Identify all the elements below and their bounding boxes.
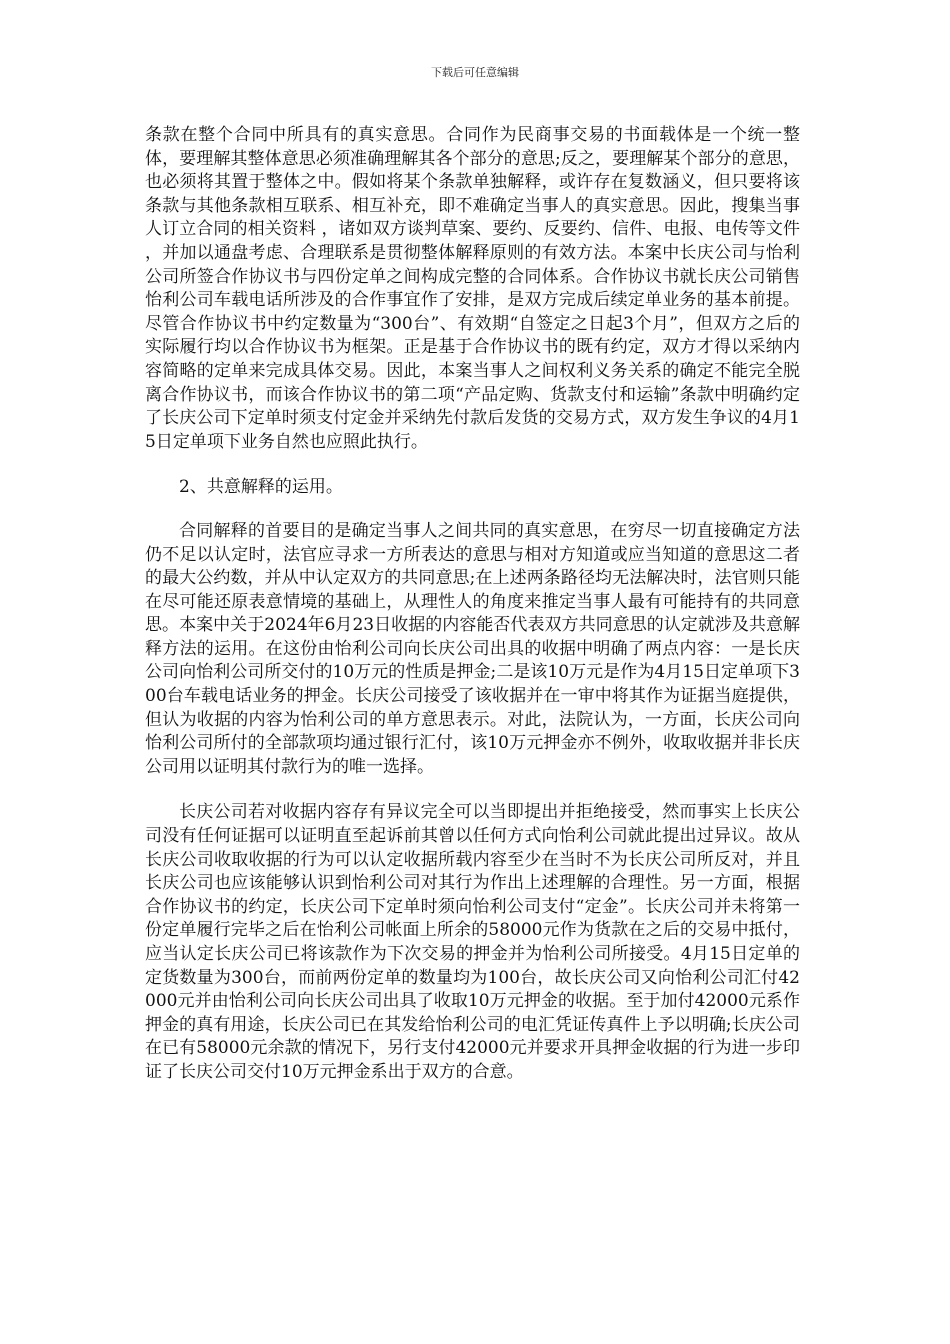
section-heading: 2、共意解释的运用。 [179, 477, 343, 498]
paragraph-receipt-analysis: 长庆公司若对收据内容存有异议完全可以当即提出并拒绝接受，然而事实上长庆公司没有任何证据可以证明直至起诉前其曾以任何方式向怡利公司就此提出过异议。故从长庆公司收取收据的行为可以认定收据所载内容至少在当时不为长庆公司所反对，并且长庆公司也应该能够认识到怡利公司对其行为作出上述理解的合理性。另一方面，根据合作协议书的约定，长庆公司下定单时须向怡利公司支付“定金”。长庆公司并未将第一份定单履行完毕之后在怡利公司帐面上所余的58000元作为货款在之后的交易中抵付，应当认定长庆公司已将该款作为下次交易的押金并为怡利公司所接受。4月15日定单的定货数量为300台，而前两份定单的数量均为100台，故长庆公司又向怡利公司汇付42000元并由怡利公司向长庆公司出具了收取10万元押金的收据。至于加付42000元系作押金的真有用途，长庆公司已在其发给怡利公司的电汇凭证传真件上予以明确;长庆公司在已有58000元余款的情况下，另行支付42000元并要求开具押金收据的行为进一步印证了长庆公司交付10万元押金系出于双方的合意。 [145, 802, 800, 1082]
page-header-note: 下载后可任意编辑 [431, 66, 519, 79]
document-body [145, 124, 800, 1085]
paragraph-continuation: 条款在整个合同中所具有的真实意思。合同作为民商事交易的书面载体是一个统一整体，要理解其整体意思必须准确理解其各个部分的意思;反之，要理解某个部分的意思，也必须将其置于整体之中。假如将某个条款单独解释，或许存在复数涵义，但只要将该条款与其他条款相互联系、相互补充，即不难确定当事人的真实意思。因此，搜集当事人订立合同的相关资料 ，诸如双方谈判草案、要约、反要约、信件、电报、电传等文件 ，并加以通盘考虑、合理联系是贯彻整体解释原则的有效方法。本案中长庆公司与怡利公司所签合作协议书与四份定单之间构成完整的合同体系。合作协议书就长庆公司销售怡利公司车载电话所涉及的合作事宜作了安排，是双方完成后续定单业务的基本前提。尽管合作协议书中约定数量为“300台”、有效期“自签定之日起3个月”，但双方之后的实际履行均以合作协议书为框架。正是基于合作协议书的既有约定，双方才得以采纳内容简略的定单来完成具体交易。因此，本案当事人之间权利义务关系的确定不能完全脱离合作协议书，而该合作协议书的第二项“产品定购、货款支付和运输”条款中明确约定了长庆公司下定单时须支付定金并采纳先付款后发货的交易方式，双方发生争议的4月15日定单项下业务自然也应照此执行。 [145, 125, 800, 452]
paragraph-consensus-interpretation: 合同解释的首要目的是确定当事人之间共同的真实意思，在穷尽一切直接确定方法仍不足以认定时，法官应寻求一方所表达的意思与相对方知道或应当知道的意思这二者的最大公约数，并从中认定双方的共同意思;在上述两条路径均无法解决时，法官则只能在尽可能还原表意情境的基础上，从理性人的角度来推定当事人最有可能持有的共同意思。本案中关于2024年6月23日收据的内容能否代表双方共同意思的认定就涉及共意解释方法的运用。在这份由怡利公司向长庆公司出具的收据中明确了两点内容：一是长庆公司向怡利公司所交付的10万元的性质是押金;二是该10万元是作为4月15日定单项下300台车载电话业务的押金。长庆公司接受了该收据并在一审中将其作为证据当庭提供，但认为收据的内容为怡利公司的单方意思表示。对此，法院认为，一方面，长庆公司向怡利公司所付的全部款项均通过银行汇付，该10万元押金亦不例外，收取收据并非长庆公司用以证明其付款行为的唯一选择。 [145, 520, 800, 777]
